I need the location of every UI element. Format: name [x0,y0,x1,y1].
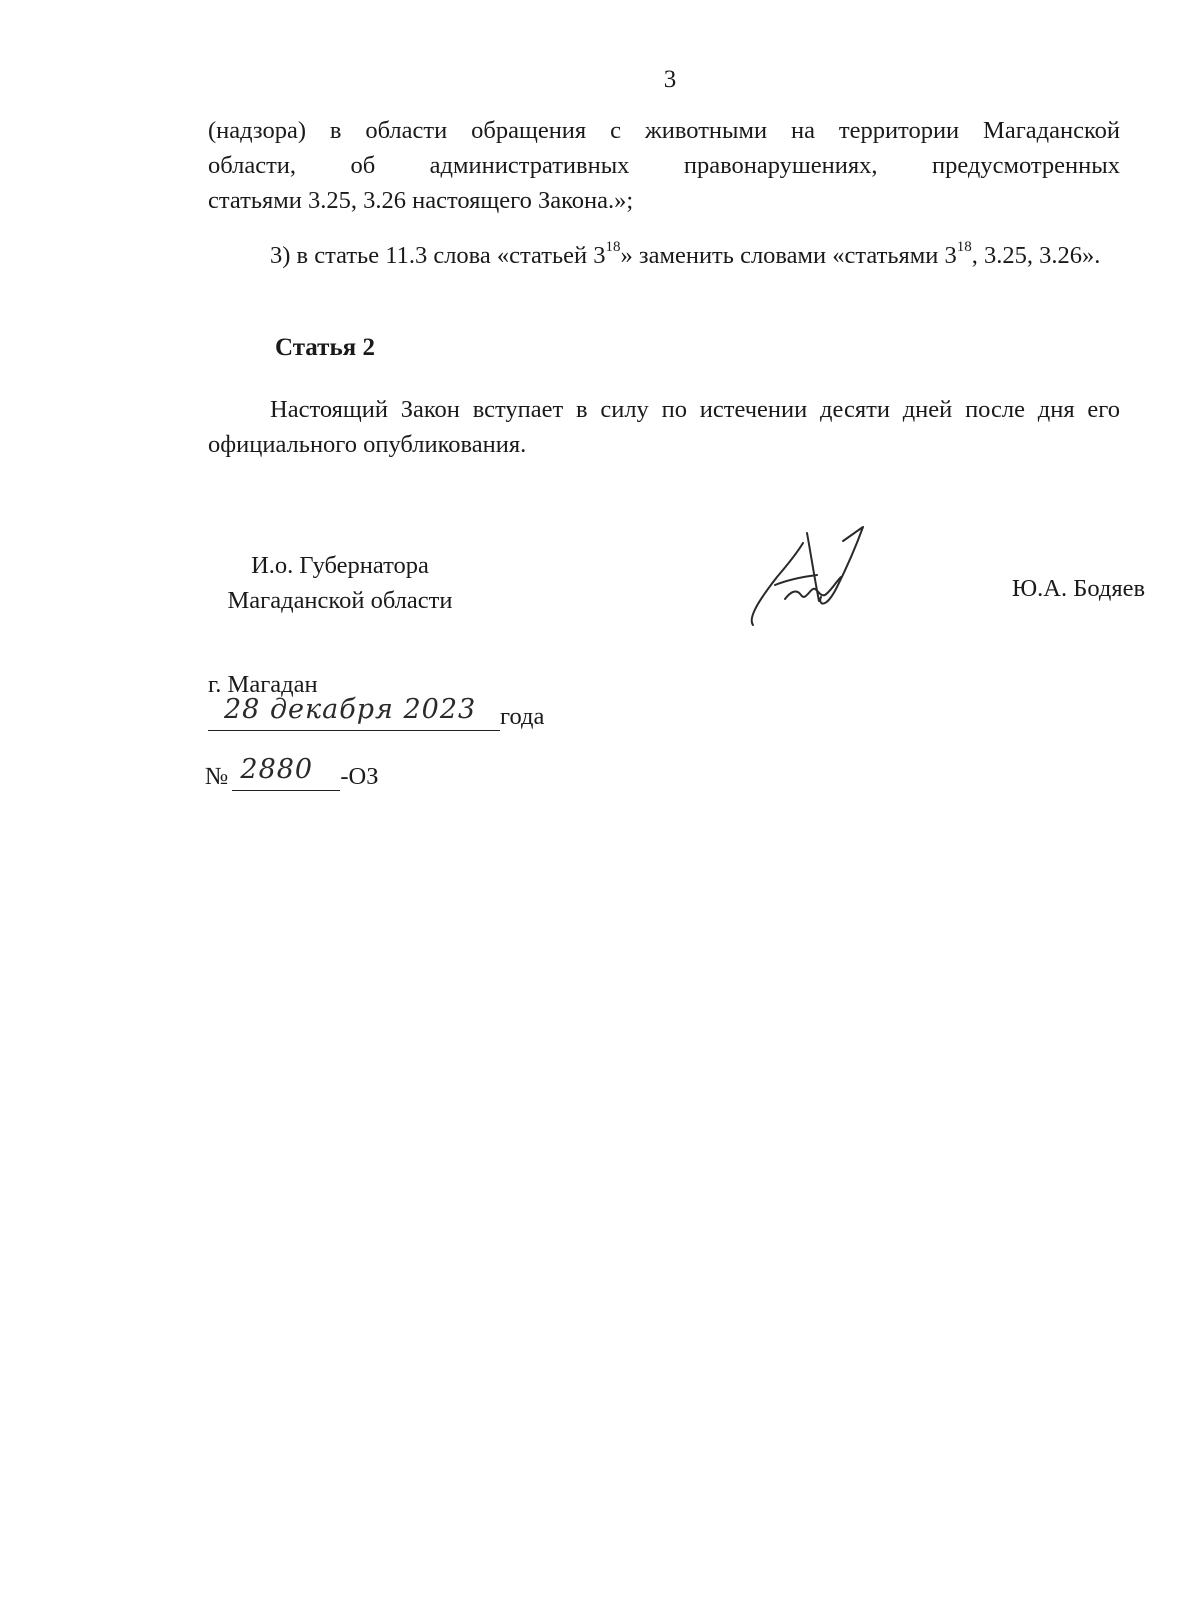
signatory-title-line-1: И.о. Губернатора [251,552,429,579]
number-blank [232,754,340,791]
article-2-text: Настоящий Закон вступает в силу по истечении десяти дней после дня его официального опубликования. [208,396,1120,458]
superscript-1: 18 [605,238,621,255]
paragraph-line-3: статьями 3.25, 3.26 настоящего Закона.»; [208,187,634,214]
signatory-title-line-2: Магаданской области [227,587,453,614]
handwritten-date: 28 декабря 2023 [224,694,477,725]
place: г. Магадан [208,671,318,698]
date-blank [208,694,500,731]
number-suffix: -ОЗ [340,763,379,790]
item-3-part-1: 3) в статье 11.3 слова «статьей 3 [270,242,606,269]
paragraph-continuation [208,113,1120,218]
law-number-line [205,754,379,800]
signatory-title [210,548,470,618]
paragraph-line-2: области, об административных правонарушениях, предусмотренных [208,152,1120,179]
article-2-heading: Статья 2 [275,334,375,361]
handwritten-number: 2880 [240,754,314,785]
date-suffix: года [500,703,545,730]
date-line [208,694,545,740]
signatory-name: Ю.А. Бодяев [1012,575,1146,602]
number-sign: № [205,763,229,790]
paragraph-line-1: (надзора) в области обращения с животными на территории Магаданской [208,117,1120,144]
handwritten-signature [745,525,875,635]
item-3-part-2: » заменить словами «статьями 3 [620,242,957,269]
superscript-2: 18 [956,238,972,255]
item-3-paragraph [208,238,1120,273]
page-number: 3 [663,66,677,93]
item-3-part-3: , 3.25, 3.26». [971,242,1101,269]
